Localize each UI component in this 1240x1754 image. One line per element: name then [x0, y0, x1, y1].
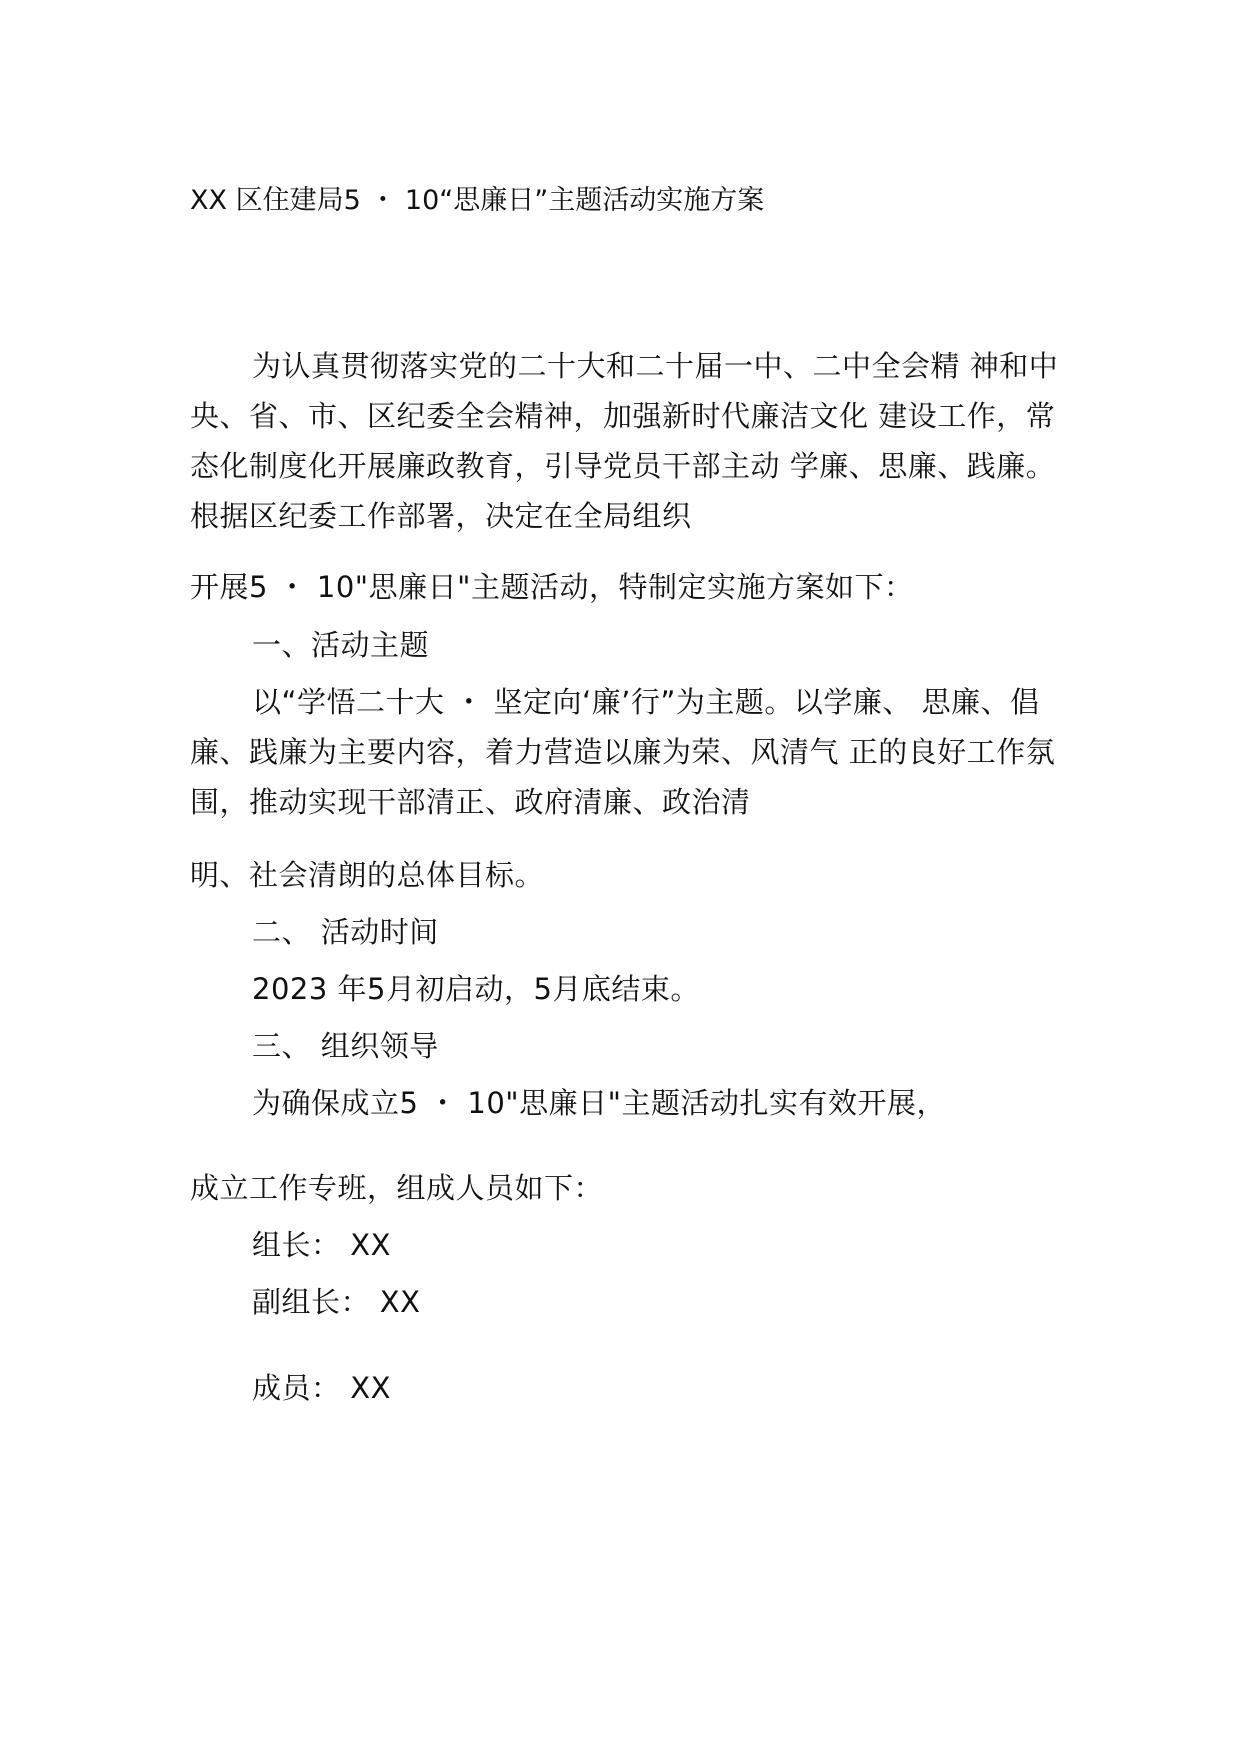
- member-members: 成员： XX: [252, 1371, 391, 1405]
- member-deputy-leader: 副组长： XX: [252, 1285, 421, 1319]
- intro-line-4: 根据区纪委工作部署，决定在全局组织: [190, 499, 692, 533]
- section-1-heading: 一、活动主题: [252, 628, 430, 662]
- section-2-body: 2023 年5月初启动，5月底结束。: [252, 972, 700, 1006]
- intro-line-2: 央、省、市、区纪委全会精神，加强新时代廉洁文化 建设工作，常: [190, 399, 1056, 433]
- section-3-line-2: 成立工作专班，组成人员如下：: [190, 1171, 604, 1205]
- section-1-line-3: 围，推动实现干部清正、政府清廉、政治清: [190, 785, 751, 819]
- member-leader: 组长： XX: [252, 1228, 391, 1262]
- intro-line-3: 态化制度化开展廉政教育，引导党员干部主动 学廉、思廉、践廉。: [190, 449, 1056, 483]
- section-1-line-4: 明、社会清朗的总体目标。: [190, 858, 545, 892]
- document-title: XX 区住建局5 ・ 10“思廉日”主题活动实施方案: [190, 185, 765, 216]
- intro-line-1: 为认真贯彻落实党的二十大和二十届一中、二中全会精 神和中: [252, 349, 1059, 383]
- intro-line-5: 开展5 ・ 10"思廉日"主题活动，特制定实施方案如下：: [190, 570, 914, 604]
- section-3-heading: 三、 组织领导: [252, 1029, 439, 1063]
- section-1-line-1: 以“学悟二十大 ・ 坚定向‘廉’行”为主题。以学廉、 思廉、倡: [252, 685, 1040, 719]
- section-1-line-2: 廉、践廉为主要内容，着力营造以廉为荣、风清气 正的良好工作氛: [190, 735, 1056, 769]
- section-3-line-1: 为确保成立5 ・ 10"思廉日"主题活动扎实有效开展，: [252, 1086, 946, 1120]
- section-2-heading: 二、 活动时间: [252, 915, 439, 949]
